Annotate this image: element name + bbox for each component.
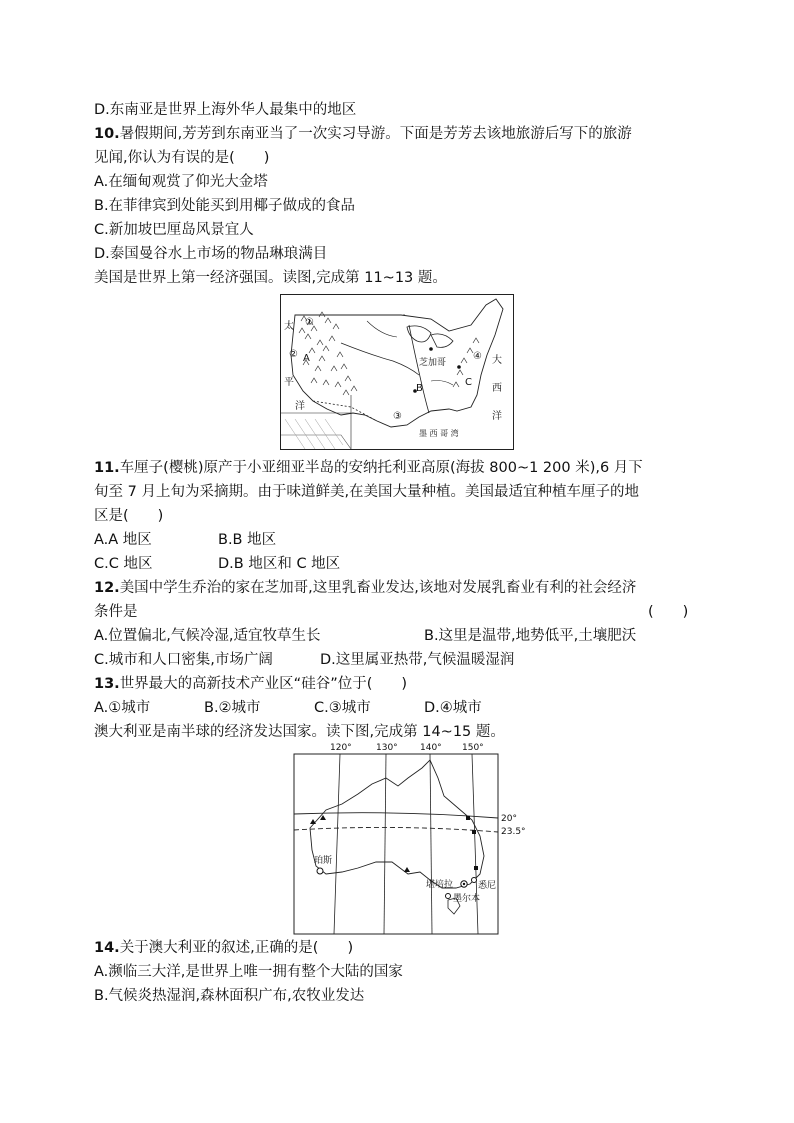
q11-stem-line2: 旬至 7 月上旬为采摘期。由于味道鲜美,在美国大量种植。美国最适宜种植车厘子的地 [94, 484, 640, 500]
us-map-label-atlantic-1: 大 [492, 355, 502, 366]
us-map-label-3: ③ [393, 411, 402, 422]
q11-option-a: A.A 地区 [94, 532, 152, 548]
q10-stem-line1 [94, 124, 632, 144]
q12-stem-line1 [94, 578, 636, 598]
q14-stem-text: 关于澳大利亚的叙述,正确的是( ) [119, 940, 354, 956]
q13-option-a: A.①城市 [94, 700, 151, 716]
q10-option-d: D.泰国曼谷水上市场的物品琳琅满目 [94, 246, 328, 262]
us-map-label-atlantic-2: 西 [492, 383, 502, 394]
au-map-lon-120: 120° [330, 743, 352, 753]
q12-stem-text1: 美国中学生乔治的家在芝加哥,这里乳畜业发达,该地对发展乳畜业有利的社会经济 [119, 580, 637, 596]
au-map-city-melbourne: 墨尔本 [453, 894, 481, 904]
q12-option-a: A.位置偏北,气候冷湿,适宜牧草生长 [94, 628, 321, 644]
q12-options-row1 [94, 626, 636, 646]
q10-stem-line2: 见闻,你认为有误的是( ) [94, 150, 270, 166]
q13-option-d: D.④城市 [424, 700, 482, 716]
us-map-drawing [281, 295, 513, 449]
q13-option-b: B.②城市 [204, 700, 261, 716]
au-map-lon-130: 130° [376, 743, 398, 753]
q12-option-c: C.城市和人口密集,市场广阔 [94, 652, 273, 668]
q12-number: 12. [94, 580, 120, 596]
q13-stem-text: 世界最大的高新技术产业区“硅谷”位于( ) [119, 676, 408, 692]
q14-number: 14. [94, 940, 120, 956]
q11-option-d: D.B 地区和 C 地区 [218, 556, 341, 572]
au-map-wrapper [280, 738, 540, 938]
q13-options [94, 698, 482, 718]
q9-option-d: D.东南亚是世界上海外华人最集中的地区 [94, 102, 357, 118]
us-map-label-pacific-2: 平 [284, 377, 294, 388]
q12-answer-paren: ( ) [648, 604, 689, 620]
au-map-lon-140: 140° [420, 743, 442, 753]
au-map-city-canberra: 堪培拉 [426, 880, 454, 890]
us-map-label-2: ② [289, 349, 298, 360]
q12-option-d: D.这里属亚热带,气候温暖湿润 [320, 652, 515, 668]
au-map-city-perth: 珀斯 [314, 856, 333, 866]
au-map-city-sydney: 悉尼 [478, 881, 497, 891]
q13-stem [94, 674, 407, 694]
q10-option-c: C.新加坡巴厘岛风景宜人 [94, 222, 254, 238]
us-intro: 美国是世界上第一经济强国。读图,完成第 11~13 题。 [94, 270, 447, 286]
q11-stem-line1 [94, 458, 643, 478]
us-map-label-chicago: 芝加哥 [419, 358, 447, 368]
q14-option-a: A.濒临三大洋,是世界上唯一拥有整个大陆的国家 [94, 964, 403, 980]
us-map-label-c: C [465, 377, 472, 388]
q11-option-b: B.B 地区 [218, 532, 277, 548]
us-map-label-pacific-3: 洋 [295, 401, 305, 412]
us-map-label-gulf: 墨 西 哥 湾 [419, 429, 459, 438]
au-map-lat-20: 20° [501, 814, 517, 824]
q10-option-b: B.在菲律宾到处能买到用椰子做成的食品 [94, 198, 356, 214]
q10-number: 10. [94, 126, 120, 142]
q12-options-row2 [94, 650, 514, 670]
q10-stem-text1: 暑假期间,芳芳到东南亚当了一次实习导游。下面是芳芳去该地旅游后写下的旅游 [119, 126, 632, 142]
us-map [280, 294, 514, 450]
q12-stem-line2: 条件是 [94, 604, 138, 620]
q14-stem [94, 938, 353, 958]
q11-options-row1 [94, 530, 276, 550]
au-map-lon-150: 150° [462, 743, 484, 753]
au-intro: 澳大利亚是南半球的经济发达国家。读下图,完成第 14~15 题。 [94, 724, 505, 740]
us-map-label-pacific-1: 太 [284, 321, 294, 332]
us-map-label-atlantic-3: 洋 [492, 411, 502, 422]
us-map-label-1: ① [305, 317, 314, 328]
q13-option-c: C.③城市 [314, 700, 371, 716]
q11-stem-text1: 车厘子(樱桃)原产于小亚细亚半岛的安纳托利亚高原(海拔 800~1 200 米),6 月下 [119, 460, 643, 476]
au-map-drawing [280, 738, 540, 938]
au-map-lat-23-5: 23.5° [501, 827, 526, 837]
q13-number: 13. [94, 676, 120, 692]
q12-option-b: B.这里是温带,地势低平,土壤肥沃 [424, 628, 637, 644]
us-map-label-b: B [416, 383, 423, 394]
us-map-label-a: A [303, 353, 310, 364]
q11-options-row2 [94, 554, 340, 574]
q11-option-c: C.C 地区 [94, 556, 153, 572]
q11-stem-line3: 区是( ) [94, 508, 164, 524]
q14-option-b: B.气候炎热湿润,森林面积广布,农牧业发达 [94, 988, 365, 1004]
q10-option-a: A.在缅甸观赏了仰光大金塔 [94, 174, 268, 190]
q11-number: 11. [94, 460, 120, 476]
us-map-label-4: ④ [473, 351, 482, 362]
